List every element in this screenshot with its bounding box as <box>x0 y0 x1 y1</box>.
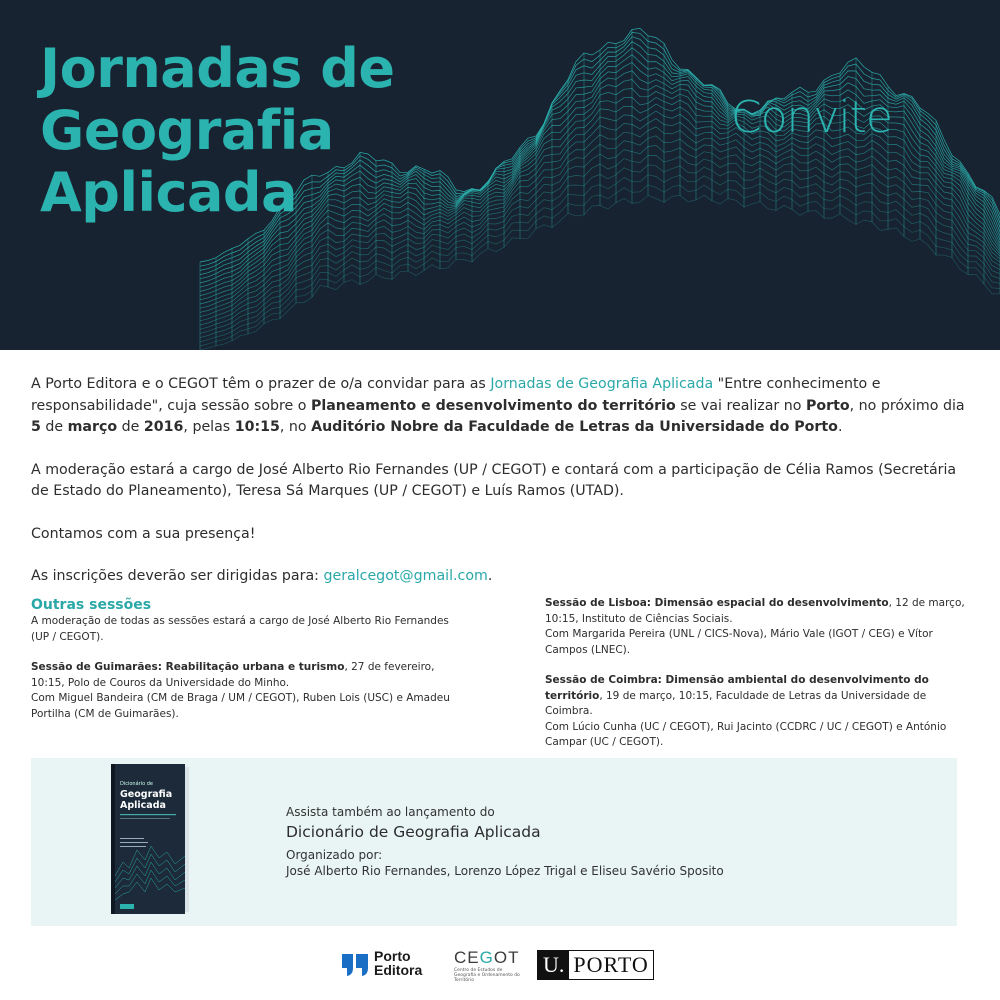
cegot-logo <box>454 948 524 983</box>
registration-email-link[interactable]: geralcegot@gmail.com <box>323 568 488 584</box>
session-time: 10:15 <box>234 419 280 435</box>
event-title-line-1: Jornadas de <box>40 37 395 100</box>
session-month: março <box>67 419 118 435</box>
session-topic: Planeamento e desenvolvimento do território <box>310 397 676 414</box>
text-segment: , pelas <box>183 419 235 435</box>
invitation-paragraph-2: A moderação estará a cargo de José Alberto Rio Fernandes (UP / CEGOT) e contará com a participação de Célia Ramos (Secretária de Estado do Planeamento), Teresa Sá Marques (UP / CEGOT) e Luís Ramos (UTAD). <box>31 461 957 499</box>
text-segment: . <box>487 568 493 584</box>
book-cover-image <box>111 764 189 914</box>
porto-editora-line-1: Porto <box>374 948 411 964</box>
book-cover-line-1: Dicionário de <box>120 781 154 787</box>
session-coimbra-theme: : Dimensão ambiental do desenvolvimento do território <box>545 674 929 702</box>
cegot-subtitle: Centro de Estudos de Geografia e Ordenamento do Território <box>454 968 520 983</box>
cegot-text-ce: CE <box>454 948 480 967</box>
u-porto-u: U. <box>538 951 569 979</box>
session-coimbra-details: , 19 de março, 10:15, Faculdade de Letras da Universidade de Coimbra. <box>545 689 927 717</box>
session-guimaraes <box>31 660 461 722</box>
session-lisboa-label: Sessão de Lisboa <box>545 597 647 609</box>
invitation-paragraph-4 <box>31 566 971 588</box>
book-authors: José Alberto Rio Fernandes, Lorenzo López Trigal e Eliseu Savério Sposito <box>286 864 724 878</box>
text-segment: A Porto Editora e o CEGOT têm o prazer de o/a convidar para as <box>31 376 491 392</box>
invitation-paragraph-3: Contamos com a sua presença! <box>31 525 256 542</box>
text-segment: , no próximo dia <box>849 397 965 414</box>
sessions-left-column <box>31 596 461 722</box>
session-venue: Auditório Nobre da Faculdade de Letras da Universidade do Porto <box>311 419 838 435</box>
book-organized-label: Organizado por: <box>286 848 383 862</box>
session-lisboa-people: Com Margarida Pereira (UNL / CICS-Nova), Mário Vale (IGOT / CEG) e Vítor Campos (LNEC). <box>545 628 933 656</box>
text-segment: de <box>117 419 144 435</box>
porto-editora-logo <box>340 948 422 978</box>
session-city: Porto <box>805 397 850 414</box>
session-guimaraes-details: , 27 de fevereiro, 10:15, Polo de Couros da Universidade do Minho. <box>31 661 435 689</box>
text-segment: se vai realizar no <box>675 397 806 414</box>
event-title <box>40 38 395 224</box>
book-launch-text <box>286 804 724 879</box>
porto-editora-line-2: Editora <box>374 962 423 978</box>
sessions-moderation-note: A moderação de todas as sessões estará a cargo de José Alberto Rio Fernandes (UP / CEGOT). <box>31 615 449 643</box>
cegot-wordmark <box>454 948 524 968</box>
book-launch-panel <box>31 758 957 926</box>
session-coimbra-label: Sessão de Coimbra <box>545 674 658 686</box>
text-segment: de <box>40 419 68 435</box>
session-day: 5 <box>31 419 41 435</box>
session-year: 2016 <box>143 419 184 435</box>
event-title-line-2: Geografia <box>40 99 334 162</box>
session-lisboa-details: , 12 de março, 10:15, Instituto de Ciências Sociais. <box>545 597 965 625</box>
session-guimaraes-people: Com Miguel Bandeira (CM de Braga / UM / CEGOT), Ruben Lois (USC) e Amadeu Portilha (CM de Guimarães). <box>31 692 450 720</box>
text-segment: "Entre conhecimento e responsabilidade", cuja sessão sobre o <box>31 376 881 414</box>
book-title: Dicionário de Geografia Aplicada <box>286 823 541 841</box>
session-coimbra <box>545 673 965 751</box>
session-lisboa <box>545 596 965 658</box>
cegot-text-g: G <box>479 948 494 967</box>
book-launch-intro: Assista também ao lançamento do <box>286 805 495 819</box>
book-cover-line-3: Aplicada <box>120 800 166 811</box>
header-banner <box>0 0 1000 350</box>
text-segment: . <box>837 419 843 435</box>
porto-editora-mark-icon <box>340 948 370 978</box>
event-title-line-3: Aplicada <box>40 161 298 224</box>
invitation-label: Convite <box>730 92 892 143</box>
porto-editora-wordmark <box>374 949 422 977</box>
book-cover-line-2: Geografia <box>120 789 173 800</box>
event-name: Jornadas de Geografia Aplicada <box>490 376 714 392</box>
invitation-paragraph-1 <box>31 374 971 439</box>
sessions-right-column <box>545 596 965 751</box>
text-segment: As inscrições deverão ser dirigidas para: <box>31 568 324 584</box>
partner-logos <box>0 946 1000 986</box>
session-coimbra-people: Com Lúcio Cunha (UC / CEGOT), Rui Jacinto (CCDRC / UC / CEGOT) e António Campar (UC / CEGOT). <box>545 720 947 748</box>
cegot-text-ot: OT <box>493 948 520 967</box>
u-porto-wordmark: PORTO <box>573 952 649 977</box>
u-porto-logo <box>537 950 654 980</box>
invitation-body <box>31 374 971 609</box>
session-guimaraes-label: Sessão de Guimarães: Reabilitação urbana e turismo <box>31 661 345 673</box>
text-segment: , no <box>279 419 312 435</box>
other-sessions-heading: Outras sessões <box>31 597 152 613</box>
session-lisboa-theme: : Dimensão espacial do desenvolvimento <box>646 597 889 609</box>
